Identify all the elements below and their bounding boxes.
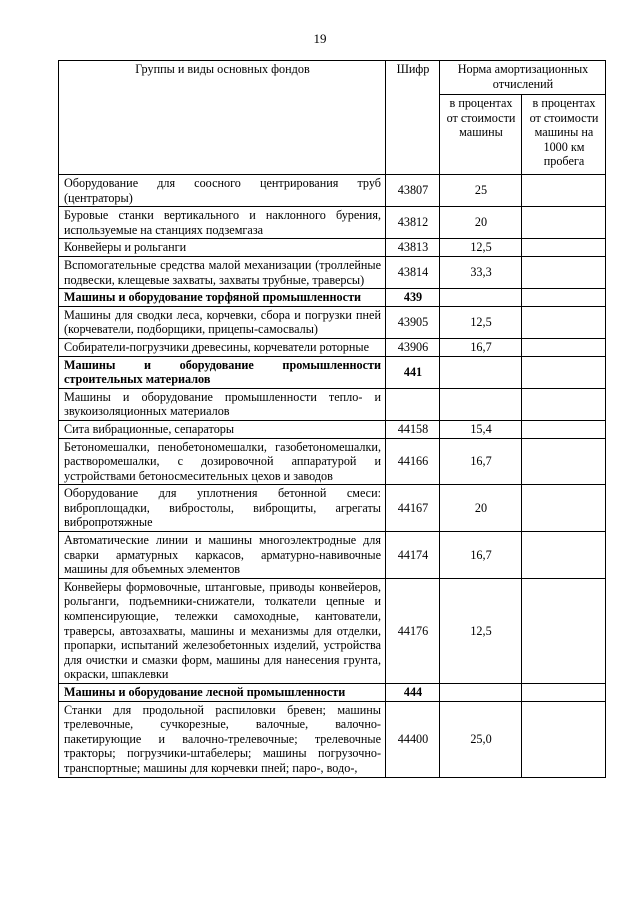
row-code: 43813 [386,239,440,257]
row-name: Автоматические линии и машины многоэлектродные для сварки арматурных каркасов, арматурно-навивочные машины для объемных элементов [59,532,386,579]
row-name: Машины и оборудование промышленности тепло- и звукоизоляционных материалов [59,388,386,420]
row-rate: 25 [440,175,522,207]
row-rate [440,289,522,307]
header-percent-cost: в процентах от стоимости машины [440,95,522,175]
header-code: Шифр [386,61,440,175]
row-rate-per-km [522,388,606,420]
row-rate: 16,7 [440,532,522,579]
row-code: 43812 [386,207,440,239]
row-code: 44176 [386,578,440,683]
group-row [59,356,606,388]
table-row [59,239,606,257]
row-rate [440,684,522,702]
table-row [59,485,606,532]
group-row [59,289,606,307]
row-name: Вспомогательные средства малой механизации (троллейные подвески, клещевые захваты, захваты трубные, траверсы) [59,256,386,288]
page-number: 19 [313,31,327,46]
row-name: Сита вибрационные, сепараторы [59,420,386,438]
row-rate: 15,4 [440,420,522,438]
row-code: 441 [386,356,440,388]
row-rate: 12,5 [440,578,522,683]
row-rate [440,356,522,388]
row-rate-per-km [522,207,606,239]
row-code [386,388,440,420]
row-rate: 12,5 [440,306,522,338]
row-rate-per-km [522,485,606,532]
row-name: Оборудование для уплотнения бетонной смеси: виброплощадки, вибростолы, виброщиты, агрегаты вибропротяжные [59,485,386,532]
row-code: 44174 [386,532,440,579]
row-code: 43906 [386,338,440,356]
row-name: Машины и оборудование промышленности строительных материалов [59,356,386,388]
row-code: 44400 [386,701,440,777]
row-rate [440,388,522,420]
row-name: Машины и оборудование лесной промышленности [59,684,386,702]
table-row [59,256,606,288]
row-rate-per-km [522,356,606,388]
row-rate: 25,0 [440,701,522,777]
row-rate-per-km [522,701,606,777]
table-row [59,338,606,356]
header-name: Группы и виды основных фондов [59,61,386,175]
group-row [59,684,606,702]
row-rate-per-km [522,256,606,288]
table-row [59,578,606,683]
row-code: 44158 [386,420,440,438]
row-rate-per-km [522,532,606,579]
row-code: 43905 [386,306,440,338]
row-name: Оборудование для соосного центрирования труб (центраторы) [59,175,386,207]
table-row [59,420,606,438]
row-code: 44166 [386,438,440,485]
header-percent-per-km: в процентах от стоимости машины на 1000 км пробега [522,95,606,175]
table-row [59,207,606,239]
row-name: Буровые станки вертикального и наклонного бурения, используемые на станциях подземгаза [59,207,386,239]
row-rate-per-km [522,306,606,338]
row-name: Машины и оборудование торфяной промышленности [59,289,386,307]
row-rate: 20 [440,207,522,239]
row-code: 43814 [386,256,440,288]
row-code: 44167 [386,485,440,532]
header-norm: Норма амортизационных отчислений [440,61,606,95]
row-rate-per-km [522,438,606,485]
row-rate-per-km [522,578,606,683]
row-rate-per-km [522,239,606,257]
row-rate-per-km [522,175,606,207]
row-rate: 12,5 [440,239,522,257]
table-row [59,701,606,777]
row-name: Бетономешалки, пенобетономешалки, газобетономешалки, растворомешалки, с дозировочной аппаратурой и устройствами бетоносмесительных цехов и заводов [59,438,386,485]
table-row [59,175,606,207]
row-name: Конвейеры формовочные, штанговые, приводы конвейеров, рольганги, подъемники-снижатели, толкатели цепные и компенсирующие, тележки самоходные, кантователи, траверсы, автозахваты, машины и механизмы для отделки, пропарки, испытаний железобетонных изделий, устройства для очистки и смазки форм, машины для нанесения грунта, окраски, шпаклевки [59,578,386,683]
row-name: Собиратели-погрузчики древесины, корчеватели роторные [59,338,386,356]
row-code: 43807 [386,175,440,207]
row-rate-per-km [522,289,606,307]
row-name: Станки для продольной распиловки бревен; машины трелевочные, сучкорезные, валочные, валочно-пакетирующие и валочно-трелевочные; трелевочные тракторы; погрузчики-штабелеры; машины погрузочно-транспортные; машины для корчевки пней; паро-, водо-, [59,701,386,777]
depreciation-table [58,60,606,778]
row-rate: 20 [440,485,522,532]
table-row [59,388,606,420]
row-rate: 33,3 [440,256,522,288]
table-row [59,532,606,579]
row-rate: 16,7 [440,338,522,356]
row-rate-per-km [522,420,606,438]
row-name: Машины для сводки леса, корчевки, сбора и погрузки пней (корчеватели, подборщики, прицепы-самосвалы) [59,306,386,338]
row-name: Конвейеры и рольганги [59,239,386,257]
table-row [59,306,606,338]
row-rate-per-km [522,338,606,356]
table-row [59,438,606,485]
row-code: 444 [386,684,440,702]
row-code: 439 [386,289,440,307]
row-rate: 16,7 [440,438,522,485]
row-rate-per-km [522,684,606,702]
